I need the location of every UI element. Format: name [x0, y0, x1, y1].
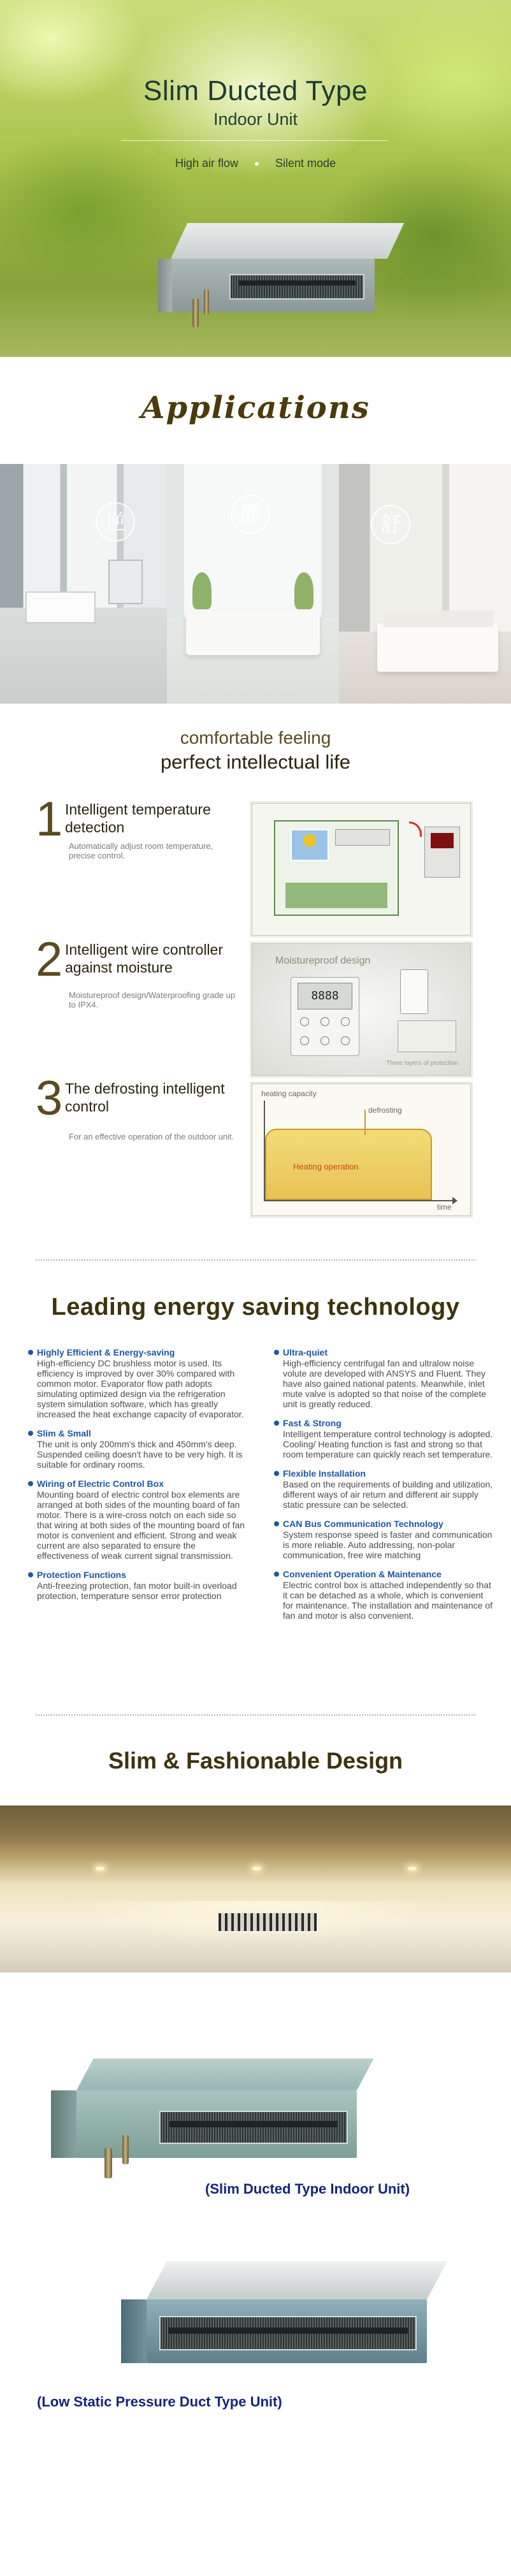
hero-banner — [0, 0, 511, 357]
controller-side-view — [400, 969, 428, 1014]
feature-number: 3 — [36, 1071, 63, 1125]
controller-button — [341, 1036, 350, 1045]
energy-item-text: Based on the requirements of building and utilization, different ways of air return and different air supply static pressure can be selected. — [283, 1479, 493, 1510]
feature-description: For an effective operation of the outdoor unit. — [69, 1132, 234, 1141]
headboard-shape — [384, 611, 493, 627]
plants-drawing — [285, 883, 387, 908]
wall-surface — [0, 1944, 511, 1972]
slim-ducted-unit-image — [51, 2059, 382, 2180]
plant-shape — [294, 572, 313, 609]
energy-item-title: Protection Functions — [27, 1570, 250, 1581]
energy-item-title: Highly Efficient & Energy-saving — [27, 1347, 250, 1358]
chart-y-label: heating capacity — [261, 1089, 317, 1098]
energy-item-text: Electric control box is attached independently so that it can be detached as a whole, which is convenient for maintenance. The installation and maintenance of fan and motor is also convenient. — [283, 1580, 493, 1621]
applications-heading: Applications — [141, 390, 370, 426]
feature-number: 2 — [36, 932, 63, 987]
energy-item-text: The unit is only 200mm's thick and 450mm's deep. Suspended ceiling doesn't have to be very high. It is suitable for ordinary rooms. — [37, 1439, 243, 1470]
feature-3-illustration — [252, 1083, 471, 1216]
design-heading: Slim & Fashionable Design — [108, 1747, 403, 1774]
energy-item — [273, 1418, 496, 1459]
energy-item-title: CAN Bus Communication Technology — [273, 1519, 496, 1530]
caption-low-static: (Low Static Pressure Duct Type Unit) — [37, 2394, 282, 2410]
sun-icon — [303, 834, 316, 847]
energy-item — [273, 1519, 496, 1560]
section-divider — [36, 1259, 475, 1261]
energy-item-title: Wiring of Electric Control Box — [27, 1479, 250, 1489]
controller-button — [320, 1017, 329, 1026]
energy-item-title: Slim & Small — [27, 1428, 250, 1439]
controller-button — [300, 1017, 309, 1026]
low-static-unit-image — [121, 2261, 452, 2382]
energy-item-title: Convenient Operation & Maintenance — [273, 1569, 496, 1580]
hero-subtitle: Indoor Unit — [213, 110, 298, 129]
feature-title: Intelligent temperature detection — [65, 801, 211, 836]
feature-title: The defrosting intelligent control — [65, 1080, 225, 1115]
desk-shape — [25, 591, 96, 623]
energy-item-title: Ultra-quiet — [273, 1347, 496, 1358]
feature-defrosting-control — [36, 1071, 252, 1176]
feature-title: Intelligent wire controller against moisture — [65, 941, 224, 976]
hero-feature-airflow: High air flow — [175, 157, 238, 170]
ceiling-spotlight — [408, 1867, 417, 1870]
monitor-shape — [108, 560, 143, 604]
energy-list-left — [27, 1347, 250, 1610]
controller-button — [300, 1036, 309, 1045]
application-photo-office — [0, 464, 167, 704]
hero-title: Slim Ducted Type — [143, 75, 368, 106]
energy-item-title: Fast & Strong — [273, 1418, 496, 1429]
bullet-dot-icon — [255, 162, 259, 166]
emblem-icon: 逆 — [96, 502, 135, 542]
energy-list-right — [273, 1347, 496, 1630]
feature-description: Automatically adjust room temperature, precise control. — [69, 841, 213, 860]
controller-display: 8888 — [298, 983, 352, 1009]
energy-item-text: Mounting board of electric control box elements are arranged at both sides of the mounting board of fan motor. There is a wire-cross notch on each side so that wiring at both sides of the mounting board of fan motor is convenient and efficient. Strong and weak current are also separated to ensure the effectiveness of weak current signal transmission. — [37, 1489, 245, 1561]
chart-x-axis — [264, 1200, 455, 1201]
defrost-marker — [364, 1110, 366, 1135]
ceiling-installation-photo — [0, 1805, 511, 1972]
application-photo-bedroom — [339, 464, 511, 704]
feature-description: Moistureproof design/Waterproofing grade up to IPX4. — [69, 990, 236, 1009]
ceiling-spotlight — [252, 1867, 261, 1870]
energy-item-text: System response speed is faster and communication is more reliable. Auto addressing, non-polar communication, free wire matching — [283, 1530, 493, 1560]
energy-item-text: Intelligent temperature control technology is adopted. Cooling/ Heating function is fast and strong so that room temperature can quickly reach set temperature. — [283, 1429, 493, 1459]
feature-2-illustration — [252, 943, 471, 1076]
controller-button — [320, 1036, 329, 1045]
energy-item — [273, 1569, 496, 1621]
protection-caption: Three layers of protection — [386, 1060, 459, 1067]
chart-defrost-label: defrosting — [368, 1106, 402, 1115]
emblem-icon: 舒 — [371, 505, 410, 544]
moistureproof-label: Moistureproof design — [275, 955, 371, 966]
energy-heading: Leading energy saving technology — [51, 1294, 460, 1321]
air-outlet-vent — [217, 1911, 319, 1933]
hero-divider — [121, 140, 389, 141]
energy-item — [273, 1468, 496, 1510]
plant-shape — [192, 572, 212, 609]
controller-button — [341, 1017, 350, 1026]
hero-feature-silent: Silent mode — [275, 157, 336, 170]
application-photo-living-room — [167, 464, 339, 704]
energy-item — [273, 1347, 496, 1409]
hero-product-image — [158, 223, 400, 331]
thermostat-screen — [431, 833, 454, 848]
energy-item-title: Flexible Installation — [273, 1468, 496, 1479]
sofa-shape — [186, 611, 320, 655]
ceiling-spotlight — [96, 1867, 104, 1870]
feature-number: 1 — [36, 792, 63, 846]
chart-operation-label: Heating operation — [293, 1162, 359, 1171]
comfort-headline: perfect intellectual life — [160, 751, 351, 773]
x-axis-arrow-icon — [452, 1197, 457, 1205]
caption-slim-ducted: (Slim Ducted Type Indoor Unit) — [205, 2181, 410, 2197]
chart-x-label: time — [437, 1203, 452, 1212]
protection-layers-drawing — [398, 1020, 456, 1052]
energy-item-text: High-efficiency DC brushless motor is used. Its efficiency is improved by over 30% compared with common motor. Evaporator flow path adopts simulating optimized design via the refrigeration system simulation software, which has greatly increased the heat exchange capacity of evaporator. — [37, 1358, 244, 1419]
hero-feature-list — [0, 157, 511, 170]
energy-item — [27, 1570, 250, 1601]
wire-controller-drawing — [291, 977, 359, 1056]
energy-item — [27, 1347, 250, 1419]
bed-shape — [377, 623, 498, 672]
feature-1-illustration — [252, 803, 471, 936]
emblem-icon: 静 — [231, 495, 270, 534]
energy-item — [27, 1428, 250, 1470]
section-divider — [36, 1714, 475, 1716]
signal-icon — [409, 821, 422, 837]
comfort-tagline: comfortable feeling — [180, 728, 331, 748]
feature-wire-controller — [36, 932, 252, 1038]
energy-item-text: High-efficiency centrifugal fan and ultralow noise volute are developed with ANSYS and Fluent. They have also gained national patents. Meanwhile, inlet mute valve is adopted so that noise of the complete unit is greatly reduced. — [283, 1358, 487, 1409]
feature-temperature-detection — [36, 792, 252, 897]
energy-item-text: Anti-freezing protection, fan motor built-in overload protection, temperature sensor error protection — [37, 1581, 237, 1601]
indoor-unit-drawing — [335, 829, 390, 846]
energy-item — [27, 1479, 250, 1561]
